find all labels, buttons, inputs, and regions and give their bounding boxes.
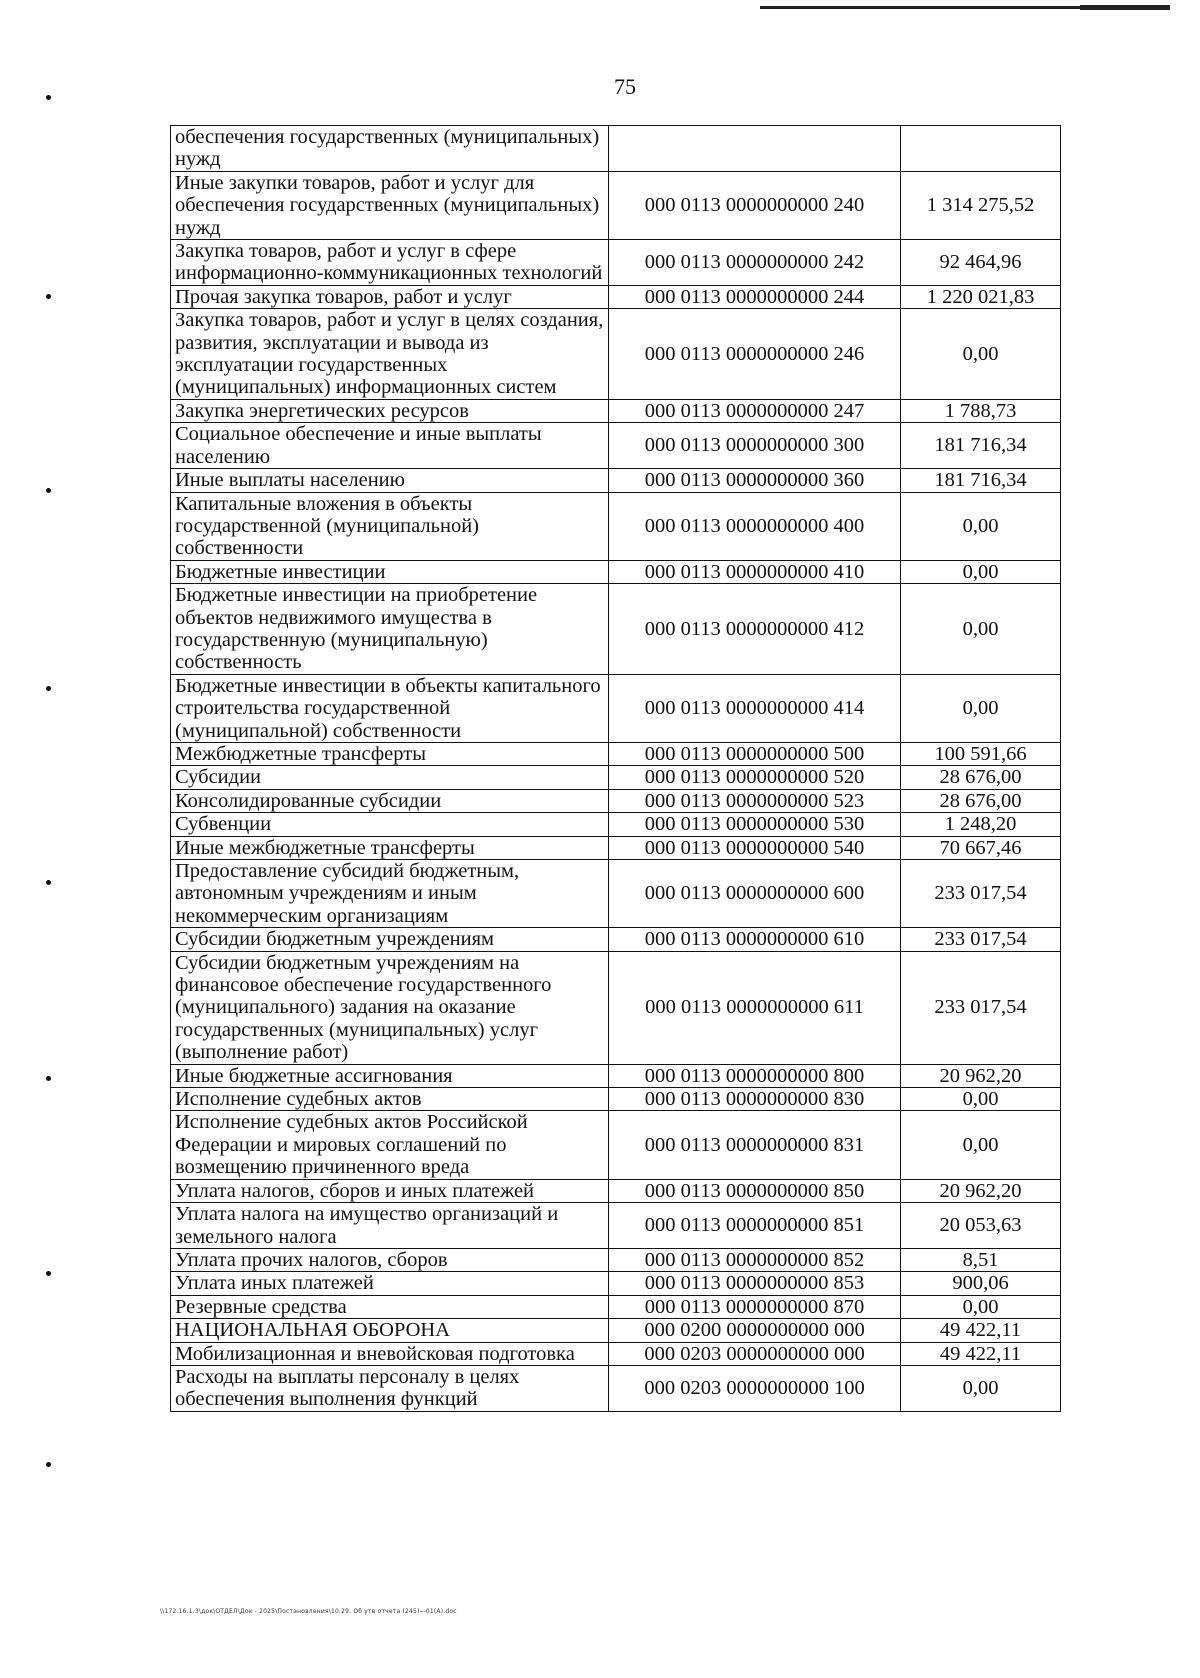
row-amount: 0,00 [901, 492, 1061, 560]
row-name: Субвенции [171, 813, 609, 836]
binder-hole [46, 1462, 51, 1467]
table-row [171, 1088, 1061, 1111]
row-code [609, 126, 901, 172]
row-code: 000 0200 0000000000 000 [609, 1319, 901, 1342]
row-code: 000 0113 0000000000 830 [609, 1088, 901, 1111]
row-code: 000 0113 0000000000 852 [609, 1248, 901, 1271]
row-amount: 233 017,54 [901, 951, 1061, 1064]
table-row [171, 1295, 1061, 1318]
row-name: Закупка товаров, работ и услуг в сфере информационно-коммуникационных технологий [171, 240, 609, 286]
table-row [171, 171, 1061, 239]
row-code: 000 0113 0000000000 611 [609, 951, 901, 1064]
table-row [171, 813, 1061, 836]
row-name: Иные закупки товаров, работ и услуг для обеспечения государственных (муниципальных) нужд [171, 171, 609, 239]
row-code: 000 0113 0000000000 851 [609, 1203, 901, 1249]
row-amount: 1 248,20 [901, 813, 1061, 836]
row-name: НАЦИОНАЛЬНАЯ ОБОРОНА [171, 1319, 609, 1342]
row-code: 000 0113 0000000000 412 [609, 584, 901, 675]
binder-holes [46, 0, 56, 1678]
row-name: Субсидии бюджетным учреждениям [171, 928, 609, 951]
row-amount: 0,00 [901, 1295, 1061, 1318]
row-code: 000 0113 0000000000 400 [609, 492, 901, 560]
table-row [171, 1203, 1061, 1249]
row-code: 000 0113 0000000000 500 [609, 742, 901, 765]
row-name: Расходы на выплаты персоналу в целях обеспечения выполнения функций [171, 1365, 609, 1411]
row-amount: 233 017,54 [901, 928, 1061, 951]
row-name: Уплата налога на имущество организаций и земельного налога [171, 1203, 609, 1249]
row-code: 000 0113 0000000000 530 [609, 813, 901, 836]
row-name: Уплата прочих налогов, сборов [171, 1248, 609, 1271]
row-code: 000 0113 0000000000 850 [609, 1179, 901, 1202]
row-name: обеспечения государственных (муниципальных) нужд [171, 126, 609, 172]
row-amount: 0,00 [901, 1088, 1061, 1111]
row-code: 000 0113 0000000000 410 [609, 560, 901, 583]
table-row [171, 674, 1061, 742]
table-row [171, 928, 1061, 951]
table-row [171, 423, 1061, 469]
table-row [171, 860, 1061, 928]
table-row [171, 1064, 1061, 1087]
page-number: 75 [614, 74, 636, 99]
binder-hole [46, 488, 51, 493]
budget-table-body [171, 126, 1061, 1412]
top-rule [760, 6, 1170, 9]
row-code: 000 0113 0000000000 523 [609, 789, 901, 812]
row-code: 000 0113 0000000000 600 [609, 860, 901, 928]
row-amount: 181 716,34 [901, 469, 1061, 492]
binder-hole [46, 95, 51, 100]
row-amount: 1 220 021,83 [901, 285, 1061, 308]
table-row [171, 399, 1061, 422]
row-amount: 100 591,66 [901, 742, 1061, 765]
row-code: 000 0113 0000000000 247 [609, 399, 901, 422]
table-row [171, 492, 1061, 560]
row-code: 000 0113 0000000000 540 [609, 836, 901, 859]
budget-table [170, 125, 1061, 1412]
table-row [171, 1111, 1061, 1179]
binder-hole [46, 1076, 51, 1081]
table-row [171, 240, 1061, 286]
row-amount: 28 676,00 [901, 789, 1061, 812]
row-code: 000 0113 0000000000 240 [609, 171, 901, 239]
row-name: Закупка товаров, работ и услуг в целях создания, развития, эксплуатации и вывода из эксплуатации государственных (муниципальных) информационных систем [171, 309, 609, 400]
table-row [171, 1248, 1061, 1271]
row-code: 000 0113 0000000000 360 [609, 469, 901, 492]
binder-hole [46, 686, 51, 691]
row-amount: 20 962,20 [901, 1064, 1061, 1087]
row-name: Бюджетные инвестиции [171, 560, 609, 583]
row-code: 000 0203 0000000000 000 [609, 1342, 901, 1365]
binder-hole [46, 294, 51, 299]
table-row [171, 469, 1061, 492]
table-row [171, 1365, 1061, 1411]
table-row [171, 1272, 1061, 1295]
row-amount: 181 716,34 [901, 423, 1061, 469]
row-code: 000 0113 0000000000 414 [609, 674, 901, 742]
row-amount: 900,06 [901, 1272, 1061, 1295]
row-name: Мобилизационная и вневойсковая подготовка [171, 1342, 609, 1365]
table-row [171, 836, 1061, 859]
row-amount: 20 053,63 [901, 1203, 1061, 1249]
row-code: 000 0113 0000000000 244 [609, 285, 901, 308]
row-name: Бюджетные инвестиции на приобретение объектов недвижимого имущества в государственную (муниципальную) собственность [171, 584, 609, 675]
row-name: Предоставление субсидий бюджетным, автономным учреждениям и иным некоммерческим организациям [171, 860, 609, 928]
row-name: Резервные средства [171, 1295, 609, 1318]
row-code: 000 0113 0000000000 870 [609, 1295, 901, 1318]
row-code: 000 0113 0000000000 800 [609, 1064, 901, 1087]
table-row [171, 584, 1061, 675]
row-amount: 1 788,73 [901, 399, 1061, 422]
row-amount: 70 667,46 [901, 836, 1061, 859]
binder-hole [46, 1271, 51, 1276]
row-amount: 233 017,54 [901, 860, 1061, 928]
row-name: Уплата налогов, сборов и иных платежей [171, 1179, 609, 1202]
row-name: Бюджетные инвестиции в объекты капитального строительства государственной (муниципальной) собственности [171, 674, 609, 742]
row-name: Иные межбюджетные трансферты [171, 836, 609, 859]
row-amount: 0,00 [901, 1111, 1061, 1179]
table-row [171, 766, 1061, 789]
row-code: 000 0113 0000000000 853 [609, 1272, 901, 1295]
row-amount: 20 962,20 [901, 1179, 1061, 1202]
row-name: Консолидированные субсидии [171, 789, 609, 812]
row-name: Исполнение судебных актов Российской Федерации и мировых соглашений по возмещению причиненного вреда [171, 1111, 609, 1179]
table-row [171, 1342, 1061, 1365]
footer-file-path: \\172.16.1.3\док\ОТДЕЛ\Док - 2025\Постановления\10.29. Об утв отчета (245)—01(А).doc [160, 1608, 457, 1615]
row-amount: 0,00 [901, 584, 1061, 675]
row-amount: 28 676,00 [901, 766, 1061, 789]
row-name: Закупка энергетических ресурсов [171, 399, 609, 422]
table-row [171, 789, 1061, 812]
row-name: Межбюджетные трансферты [171, 742, 609, 765]
table-row [171, 560, 1061, 583]
table-row [171, 285, 1061, 308]
row-name: Субсидии [171, 766, 609, 789]
row-code: 000 0113 0000000000 300 [609, 423, 901, 469]
binder-hole [46, 880, 51, 885]
row-code: 000 0113 0000000000 520 [609, 766, 901, 789]
row-name: Прочая закупка товаров, работ и услуг [171, 285, 609, 308]
row-name: Капитальные вложения в объекты государственной (муниципальной) собственности [171, 492, 609, 560]
table-row [171, 951, 1061, 1064]
row-code: 000 0203 0000000000 100 [609, 1365, 901, 1411]
row-name: Исполнение судебных актов [171, 1088, 609, 1111]
row-name: Уплата иных платежей [171, 1272, 609, 1295]
row-amount: 49 422,11 [901, 1319, 1061, 1342]
row-amount: 92 464,96 [901, 240, 1061, 286]
table-row [171, 126, 1061, 172]
row-amount: 8,51 [901, 1248, 1061, 1271]
row-amount: 0,00 [901, 309, 1061, 400]
row-amount: 0,00 [901, 560, 1061, 583]
row-amount: 49 422,11 [901, 1342, 1061, 1365]
row-name: Иные выплаты населению [171, 469, 609, 492]
row-name: Субсидии бюджетным учреждениям на финансовое обеспечение государственного (муниципального) задания на оказание государственных (муниципальных) услуг (выполнение работ) [171, 951, 609, 1064]
table-row [171, 742, 1061, 765]
row-name: Иные бюджетные ассигнования [171, 1064, 609, 1087]
row-amount: 0,00 [901, 1365, 1061, 1411]
table-row [171, 1179, 1061, 1202]
row-code: 000 0113 0000000000 610 [609, 928, 901, 951]
row-code: 000 0113 0000000000 246 [609, 309, 901, 400]
row-name: Социальное обеспечение и иные выплаты населению [171, 423, 609, 469]
row-amount: 1 314 275,52 [901, 171, 1061, 239]
row-amount [901, 126, 1061, 172]
table-row [171, 309, 1061, 400]
row-amount: 0,00 [901, 674, 1061, 742]
table-row [171, 1319, 1061, 1342]
row-code: 000 0113 0000000000 831 [609, 1111, 901, 1179]
row-code: 000 0113 0000000000 242 [609, 240, 901, 286]
